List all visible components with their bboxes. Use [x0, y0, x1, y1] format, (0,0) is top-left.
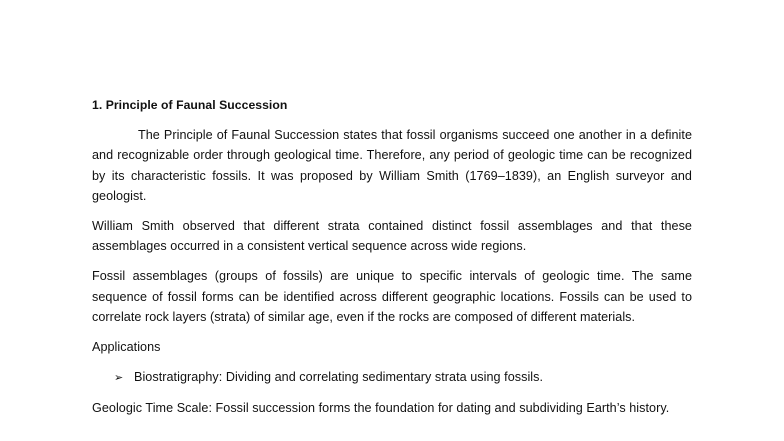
arrow-bullet-icon: ➢ — [114, 372, 124, 385]
document-content — [92, 95, 692, 419]
applications-label: Applications — [92, 340, 161, 355]
section-heading: 1. Principle of Faunal Succession — [92, 98, 288, 112]
list-item — [92, 367, 692, 388]
paragraph-fossil-assemblages: Fossil assemblages (groups of fossils) are unique to specific intervals of geologic time. The same sequence of fossil forms can be identified across different geographic locations. Fossils can be used to correlate rock layers (strata) of similar age, even if the rocks are composed of different materials. — [92, 269, 692, 324]
paragraph-faunal-succession-definition: The Principle of Faunal Succession states that fossil organisms succeed one another in a definite and recognizable order through geological time. Therefore, any period of geologic time can be recognized by its characteristic fossils. It was proposed by William Smith (1769–1839), an English surveyor and geologist. — [92, 128, 692, 203]
list-item-text: Biostratigraphy: Dividing and correlating sedimentary strata using fossils. — [134, 370, 544, 385]
paragraph-william-smith-observation: William Smith observed that different strata contained distinct fossil assemblages and that these assemblages occurred in a consistent vertical sequence across wide regions. — [92, 219, 692, 254]
geologic-time-scale-text: Geologic Time Scale: Fossil succession forms the foundation for dating and subdividing Earth’s history. — [92, 401, 670, 416]
